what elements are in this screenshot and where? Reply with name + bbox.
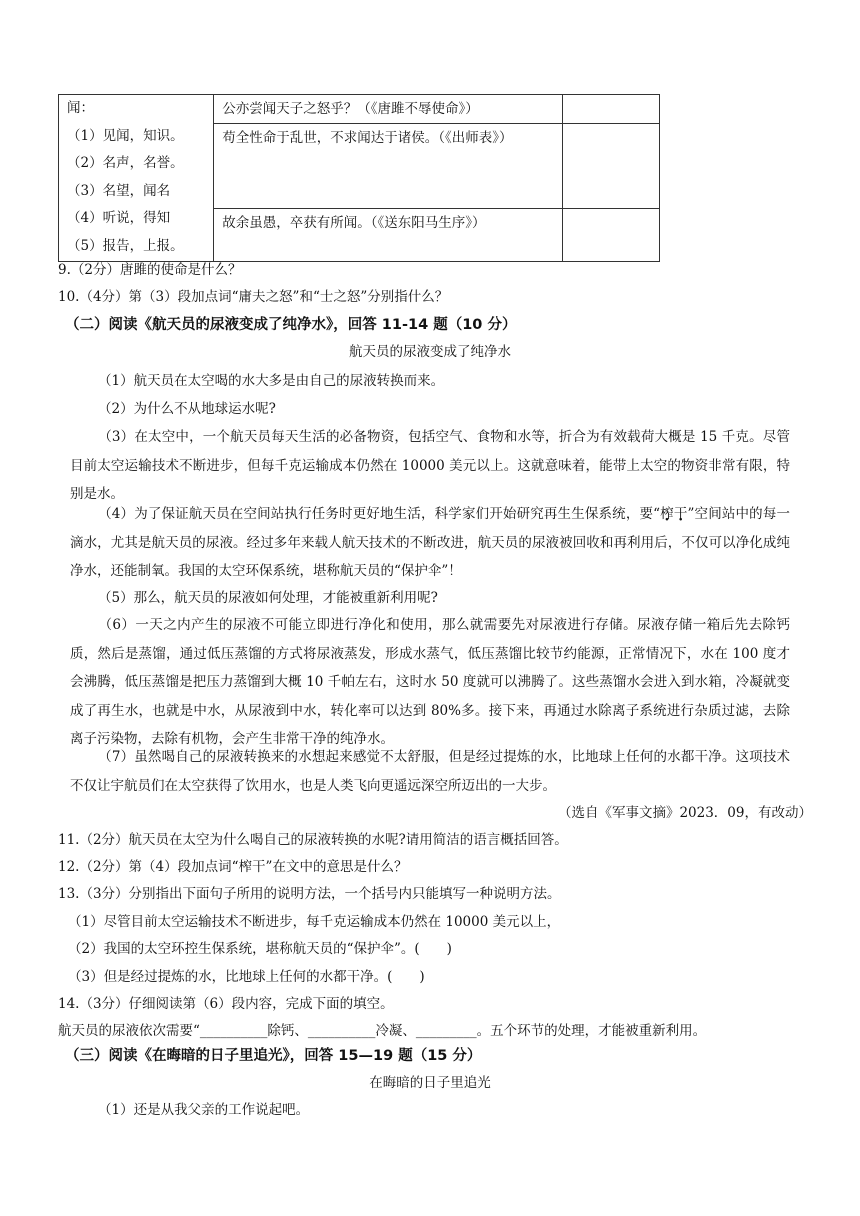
answer-cell[interactable] [562,209,659,261]
question-14: 14.（3分）仔细阅读第（6）段内容，完成下面的填空。 [58,996,394,1012]
question-13: 13.（3分）分别指出下面句子所用的说明方法，一个括号内只能填写一种说明方法。 [58,886,561,902]
meaning-item: （4）听说，得知 [67,210,171,227]
question-12: 12.（2分）第（4）段加点词“榨干”在文中的意思是什么？ [58,859,408,875]
section-3-heading: （三）阅读《在晦暗的日子里追光》，回答 15—19 题（15 分） [65,1048,482,1064]
example-sentence: 苟全性命于乱世，不求闻达于诸侯。（《出师表》） [222,129,513,146]
source-citation: （选自《军事文摘》2023．09，有改动） [557,805,812,821]
answer-cell[interactable] [562,95,659,124]
question-11: 11.（2分）航天员在太空为什么喝自己的尿液转换的水呢?请用简洁的语言概括回答。 [58,832,568,848]
question-13-item-1: （1）尽管目前太空运输技术不断进步，每千克运输成本仍然在 10000 美元以上， [68,914,561,930]
paragraph-1: （1）还是从我父亲的工作说起吧。 [98,1102,310,1118]
meaning-item: （2）名声，名誉。 [67,155,184,172]
example-sentence: 公亦尝闻天子之怒乎？（《唐雎不辱使命》） [222,101,479,117]
paragraph-2: （2）为什么不从地球运水呢? [98,401,276,417]
question-14-fill-blank: 航天员的尿液依次需要“__________除钙、__________冷凝、_________。五个环节的处理，才能被重新利用。 [58,1023,707,1039]
meaning-item: （5）报告，上报。 [67,237,184,254]
article-title: 在晦暗的日子里追光 [369,1075,491,1091]
section-2-heading: （二）阅读《航天员的尿液变成了纯净水》，回答 11-14 题（10 分） [65,317,517,333]
article-title: 航天员的尿液变成了纯净水 [349,344,511,360]
example-cell [214,123,563,209]
paragraph-7: （7）虽然喝自己的尿液转换来的水想起来感觉不太舒服，但是经过提炼的水，比地球上任何的水都干净。这项技术不仅让宇航员们在太空获得了饮用水，也是人类飞向更遥远深空所迈出的一大步。 [70,749,790,794]
example-sentence: 故余虽愚，卒获有所闻。（《送东阳马生序》） [222,215,486,232]
example-cell [214,95,563,124]
meanings-header: 闻： [67,100,94,116]
question-13-item-3: （3）但是经过提炼的水，比地球上任何的水都干净。( ) [68,969,425,985]
meanings-cell [59,95,214,262]
paragraph-6: （6）一天之内产生的尿液不可能立即进行净化和使用，那么就需要先对尿液进行存储。尿液存储一箱后先去除钙质，然后是蒸馏，通过低压蒸馏的方式将尿液蒸发，形成水蒸气，低压蒸馏比较节约能源，正常情况下，水在 100 度才会沸腾，低压蒸馏是把压力蒸馏到大概 10 千帕左右，这时水 50 度就可以沸腾了。这些蒸馏水会进入到水箱，冷凝就变成了再生水，也就是中水，从尿液到中水，转化率可以达到 80%多。接下来，再通过水除离子系统进行杂质过滤，去除离子污染物，去除有机物，会产生非常干净的纯净水。 [70,617,790,747]
paragraph-5: （5）那么，航天员的尿液如何处理，才能被重新利用呢? [98,590,438,606]
example-cell [214,209,563,261]
question-13-item-2: （2）我国的太空环控生保系统，堪称航天员的“保护伞”。( ) [68,941,452,957]
paragraph-4: （4）为了保证航天员在空间站执行任务时更好地生活，科学家们开始研究再生生保系统，要“榨干”空间站中的每一滴水，尤其是航天员的尿液。经过多年来载人航天技术的不断改进，航天员的尿液被回收和再利用后，不仅可以净化成纯净水，还能制氧。我国的太空环保系统，堪称航天员的“保护伞”！ [70,506,790,579]
emphasis-char: 干 [673,506,688,522]
meaning-item: （1）见闻，知识。 [67,127,184,144]
paragraph-3: （3）在太空中，一个航天员每天生活的必备物资，包括空气、食物和水等，折合为有效载荷大概是 15 千克。尽管目前太空运输技术不断进步，但每千克运输成本仍然在 10000 美元以上。这就意味着，能带上太空的物资非常有限，特别是水。 [70,429,790,502]
paragraph-1: （1）航天员在太空喝的水大多是由自己的尿液转换而来。 [98,373,445,389]
meaning-item: （3）名望，闻名 [67,182,171,199]
question-10: 10.（4分）第（3）段加点词“庸夫之怒”和“士之怒”分别指什么？ [58,289,449,305]
question-9: 9.（2分）唐雎的使命是什么？ [58,262,242,278]
emphasis-char: 榨 [660,506,674,522]
answer-cell[interactable] [562,123,659,209]
definition-table [58,94,660,262]
